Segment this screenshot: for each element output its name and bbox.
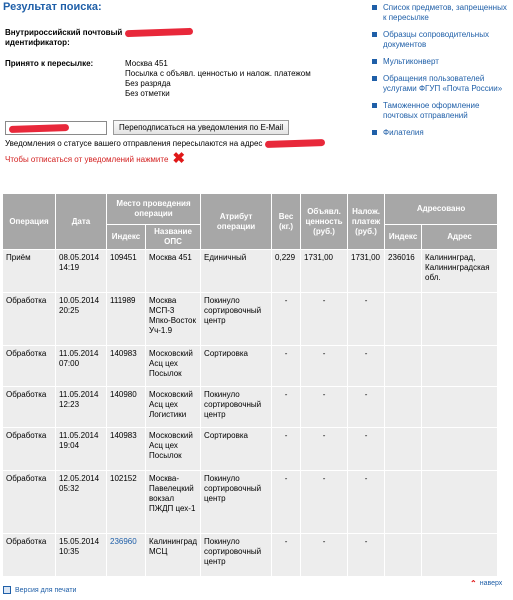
sidebar-item-philately[interactable]: Филателия (370, 128, 512, 138)
table-row: Обработка 12.05.2014 05:32 102152 Москва-Павелецкий вокзал ПЖДП цех-1 Покинуло сортировочный центр - - - (3, 471, 497, 533)
redacted-email (9, 123, 69, 132)
tracking-id-label: Внутрироссийский почтовый идентификатор: (5, 28, 123, 47)
subscribe-row (5, 120, 289, 135)
shipment-info (5, 28, 355, 99)
col-weight: Вес (кг.) (272, 194, 300, 249)
bullet-icon (372, 32, 377, 37)
unsubscribe-text: Чтобы отписаться от уведомлений нажмите (5, 154, 169, 164)
sidebar (370, 3, 512, 145)
col-place: Место проведения операции (107, 194, 200, 224)
postcode-link[interactable]: 236960 (107, 534, 145, 576)
bullet-icon (372, 76, 377, 81)
table-row: Обработка 10.05.2014 20:25 111989 Москва МСП-3 Мпко-Восток Уч-1.9 Покинуло сортировочный центр - - - (3, 293, 497, 345)
sidebar-item-appeals[interactable]: Обращения пользователей услугами ФГУП «Почта России» (370, 74, 512, 94)
redacted-email-address (265, 139, 325, 148)
page-title: Результат поиска: (3, 1, 102, 13)
col-address: Адрес (422, 225, 497, 249)
bullet-icon (372, 59, 377, 64)
print-version[interactable] (3, 586, 76, 594)
notify-text: Уведомления о статусе вашего отправления пересылаются на адрес (5, 139, 325, 149)
close-x-icon[interactable]: ✖ (172, 150, 186, 167)
col-cod: Налож. платеж (руб.) (348, 194, 384, 249)
resubscribe-button[interactable]: Переподписаться на уведомления по E-Mail (113, 120, 289, 135)
sidebar-item-samples[interactable]: Образцы сопроводительных документов (370, 30, 512, 50)
bullet-icon (372, 130, 377, 135)
col-declared: Объявл. ценность (руб.) (301, 194, 347, 249)
accepted-details: Москва 451 Посылка с объявл. ценностью и налож. платежом Без разряда Без отметки (125, 59, 311, 98)
col-addressed: Адресовано (385, 194, 497, 224)
sidebar-item-multienvelope[interactable]: Мультиконверт (370, 57, 512, 67)
sidebar-item-customs[interactable]: Таможенное оформление почтовых отправлений (370, 101, 512, 121)
up-arrow-icon: ⌃ (470, 579, 477, 588)
col-addr-index: Индекс (385, 225, 421, 249)
col-attr: Атрибут операции (201, 194, 271, 249)
unsubscribe-row (5, 150, 186, 167)
redacted-tracking-id (125, 28, 193, 50)
table-row: Приём 08.05.2014 14:19 109451 Москва 451 Единичный 0,229 1731,00 1731,00 236016 Калининград, Калининградская обл. (3, 250, 497, 292)
bullet-icon (372, 5, 377, 10)
table-row: Обработка 11.05.2014 07:00 140983 Московский Асц цех Посылок Сортировка - - - (3, 346, 497, 386)
col-date: Дата (56, 194, 106, 249)
bullet-icon (372, 103, 377, 108)
print-version-link[interactable]: Версия для печати (15, 586, 77, 594)
email-input[interactable] (5, 121, 107, 135)
accepted-label: Принято к пересылке: (5, 59, 94, 68)
sidebar-item-prohibited[interactable]: Список предметов, запрещенных к пересылке (370, 3, 512, 23)
col-index: Индекс (107, 225, 145, 249)
operations-table (2, 193, 498, 577)
print-icon (3, 586, 11, 594)
table-row: Обработка 11.05.2014 19:04 140983 Московский Асц цех Посылок Сортировка - - - (3, 428, 497, 470)
col-operation: Операция (3, 194, 55, 249)
table-row: Обработка 15.05.2014 10:35 236960 Калининград МСЦ Покинуло сортировочный центр - - - (3, 534, 497, 576)
back-to-top-link[interactable]: наверх (479, 580, 503, 587)
col-ops-name: Название ОПС (146, 225, 200, 249)
table-row: Обработка 11.05.2014 12:23 140980 Московский Асц цех Логистики Покинуло сортировочный центр - - - (3, 387, 497, 427)
back-to-top[interactable] (470, 579, 502, 588)
